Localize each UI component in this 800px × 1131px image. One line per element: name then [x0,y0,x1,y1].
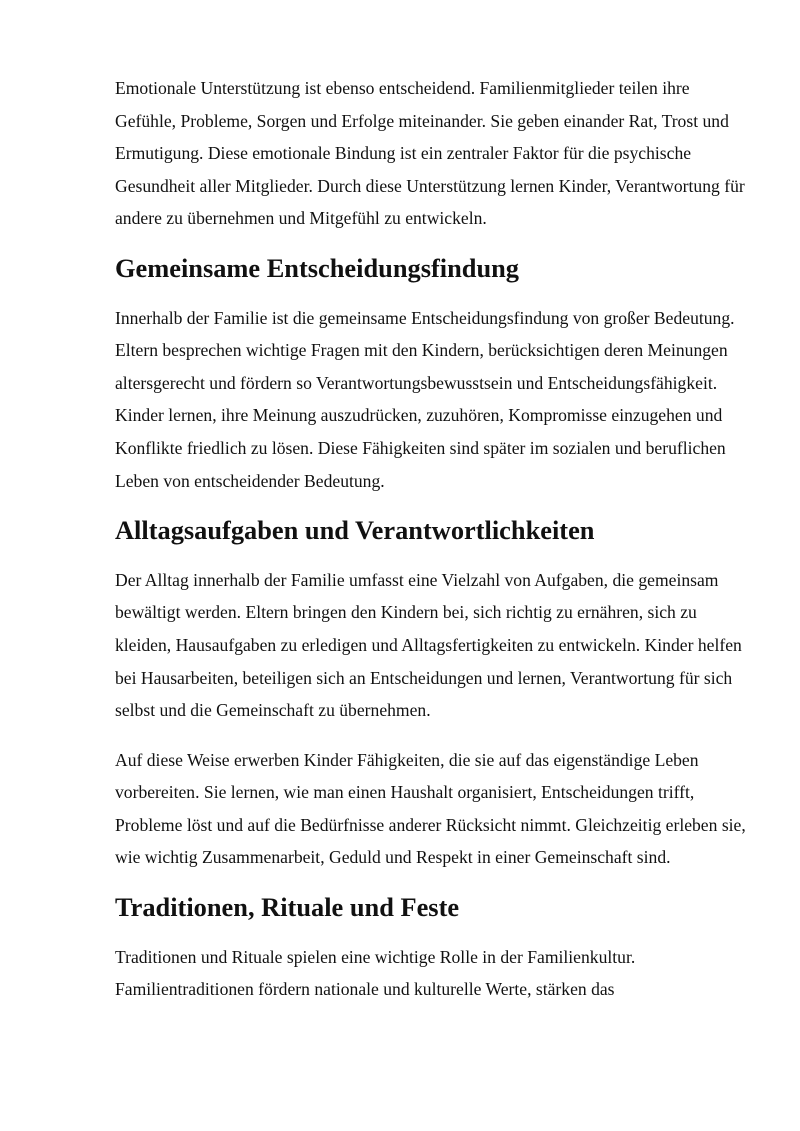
section-heading-traditions: Traditionen, Rituale und Feste [115,892,460,923]
paragraph-emotional-support: Emotionale Unterstützung ist ebenso entscheidend. Familienmitglieder teilen ihre Gefühle, Probleme, Sorgen und Erfolge miteinander. Sie geben einander Rat, Trost und Ermutigung. Diese emotionale Bindung ist ein zentraler Faktor für die psychische Gesundheit aller Mitglieder. Durch diese Unterstützung lernen Kinder, Verantwortung für andere zu übernehmen und Mitgefühl zu entwickeln. [115,78,745,229]
section-heading-daily-tasks: Alltagsaufgaben und Verantwortlichkeiten [115,515,595,546]
section-heading-decision-making: Gemeinsame Entscheidungsfindung [115,252,520,283]
document-page [115,72,747,1023]
paragraph-skills: Auf diese Weise erwerben Kinder Fähigkeiten, die sie auf das eigenständige Leben vorbereiten. Sie lernen, wie man einen Haushalt organisiert, Entscheidungen trifft, Probleme löst und auf die Bedürfnisse anderer Rücksicht nimmt. Gleichzeitig erleben sie, wie wichtig Zusammenarbeit, Geduld und Respekt in einer Gemeinschaft sind. [115,749,746,868]
paragraph-decision-making: Innerhalb der Familie ist die gemeinsame Entscheidungsfindung von großer Bedeutung. Eltern besprechen wichtige Fragen mit den Kindern, berücksichtigen deren Meinungen altersgerecht und fördern so Verantwortungsbewusstsein und Entscheidungsfähigkeit. Kinder lernen, ihre Meinung auszudrücken, zuzuhören, Kompromisse einzugehen und Konflikte friedlich zu lösen. Diese Fähigkeiten sind später im sozialen und beruflichen Leben von entscheidender Bedeutung. [115,307,735,491]
paragraph-daily-tasks: Der Alltag innerhalb der Familie umfasst eine Vielzahl von Aufgaben, die gemeinsam bewältigt werden. Eltern bringen den Kindern bei, sich richtig zu ernähren, sich zu kleiden, Hausaufgaben zu erledigen und Alltagsfertigkeiten zu entwickeln. Kinder helfen bei Hausarbeiten, beteiligen sich an Entscheidungen und lernen, Verantwortung für sich selbst und die Gemeinschaft zu übernehmen. [115,569,742,721]
paragraph-traditions: Traditionen und Rituale spielen eine wichtige Rolle in der Familienkultur. Familientraditionen fördern nationale und kulturelle Werte, stärken das [115,946,636,1000]
